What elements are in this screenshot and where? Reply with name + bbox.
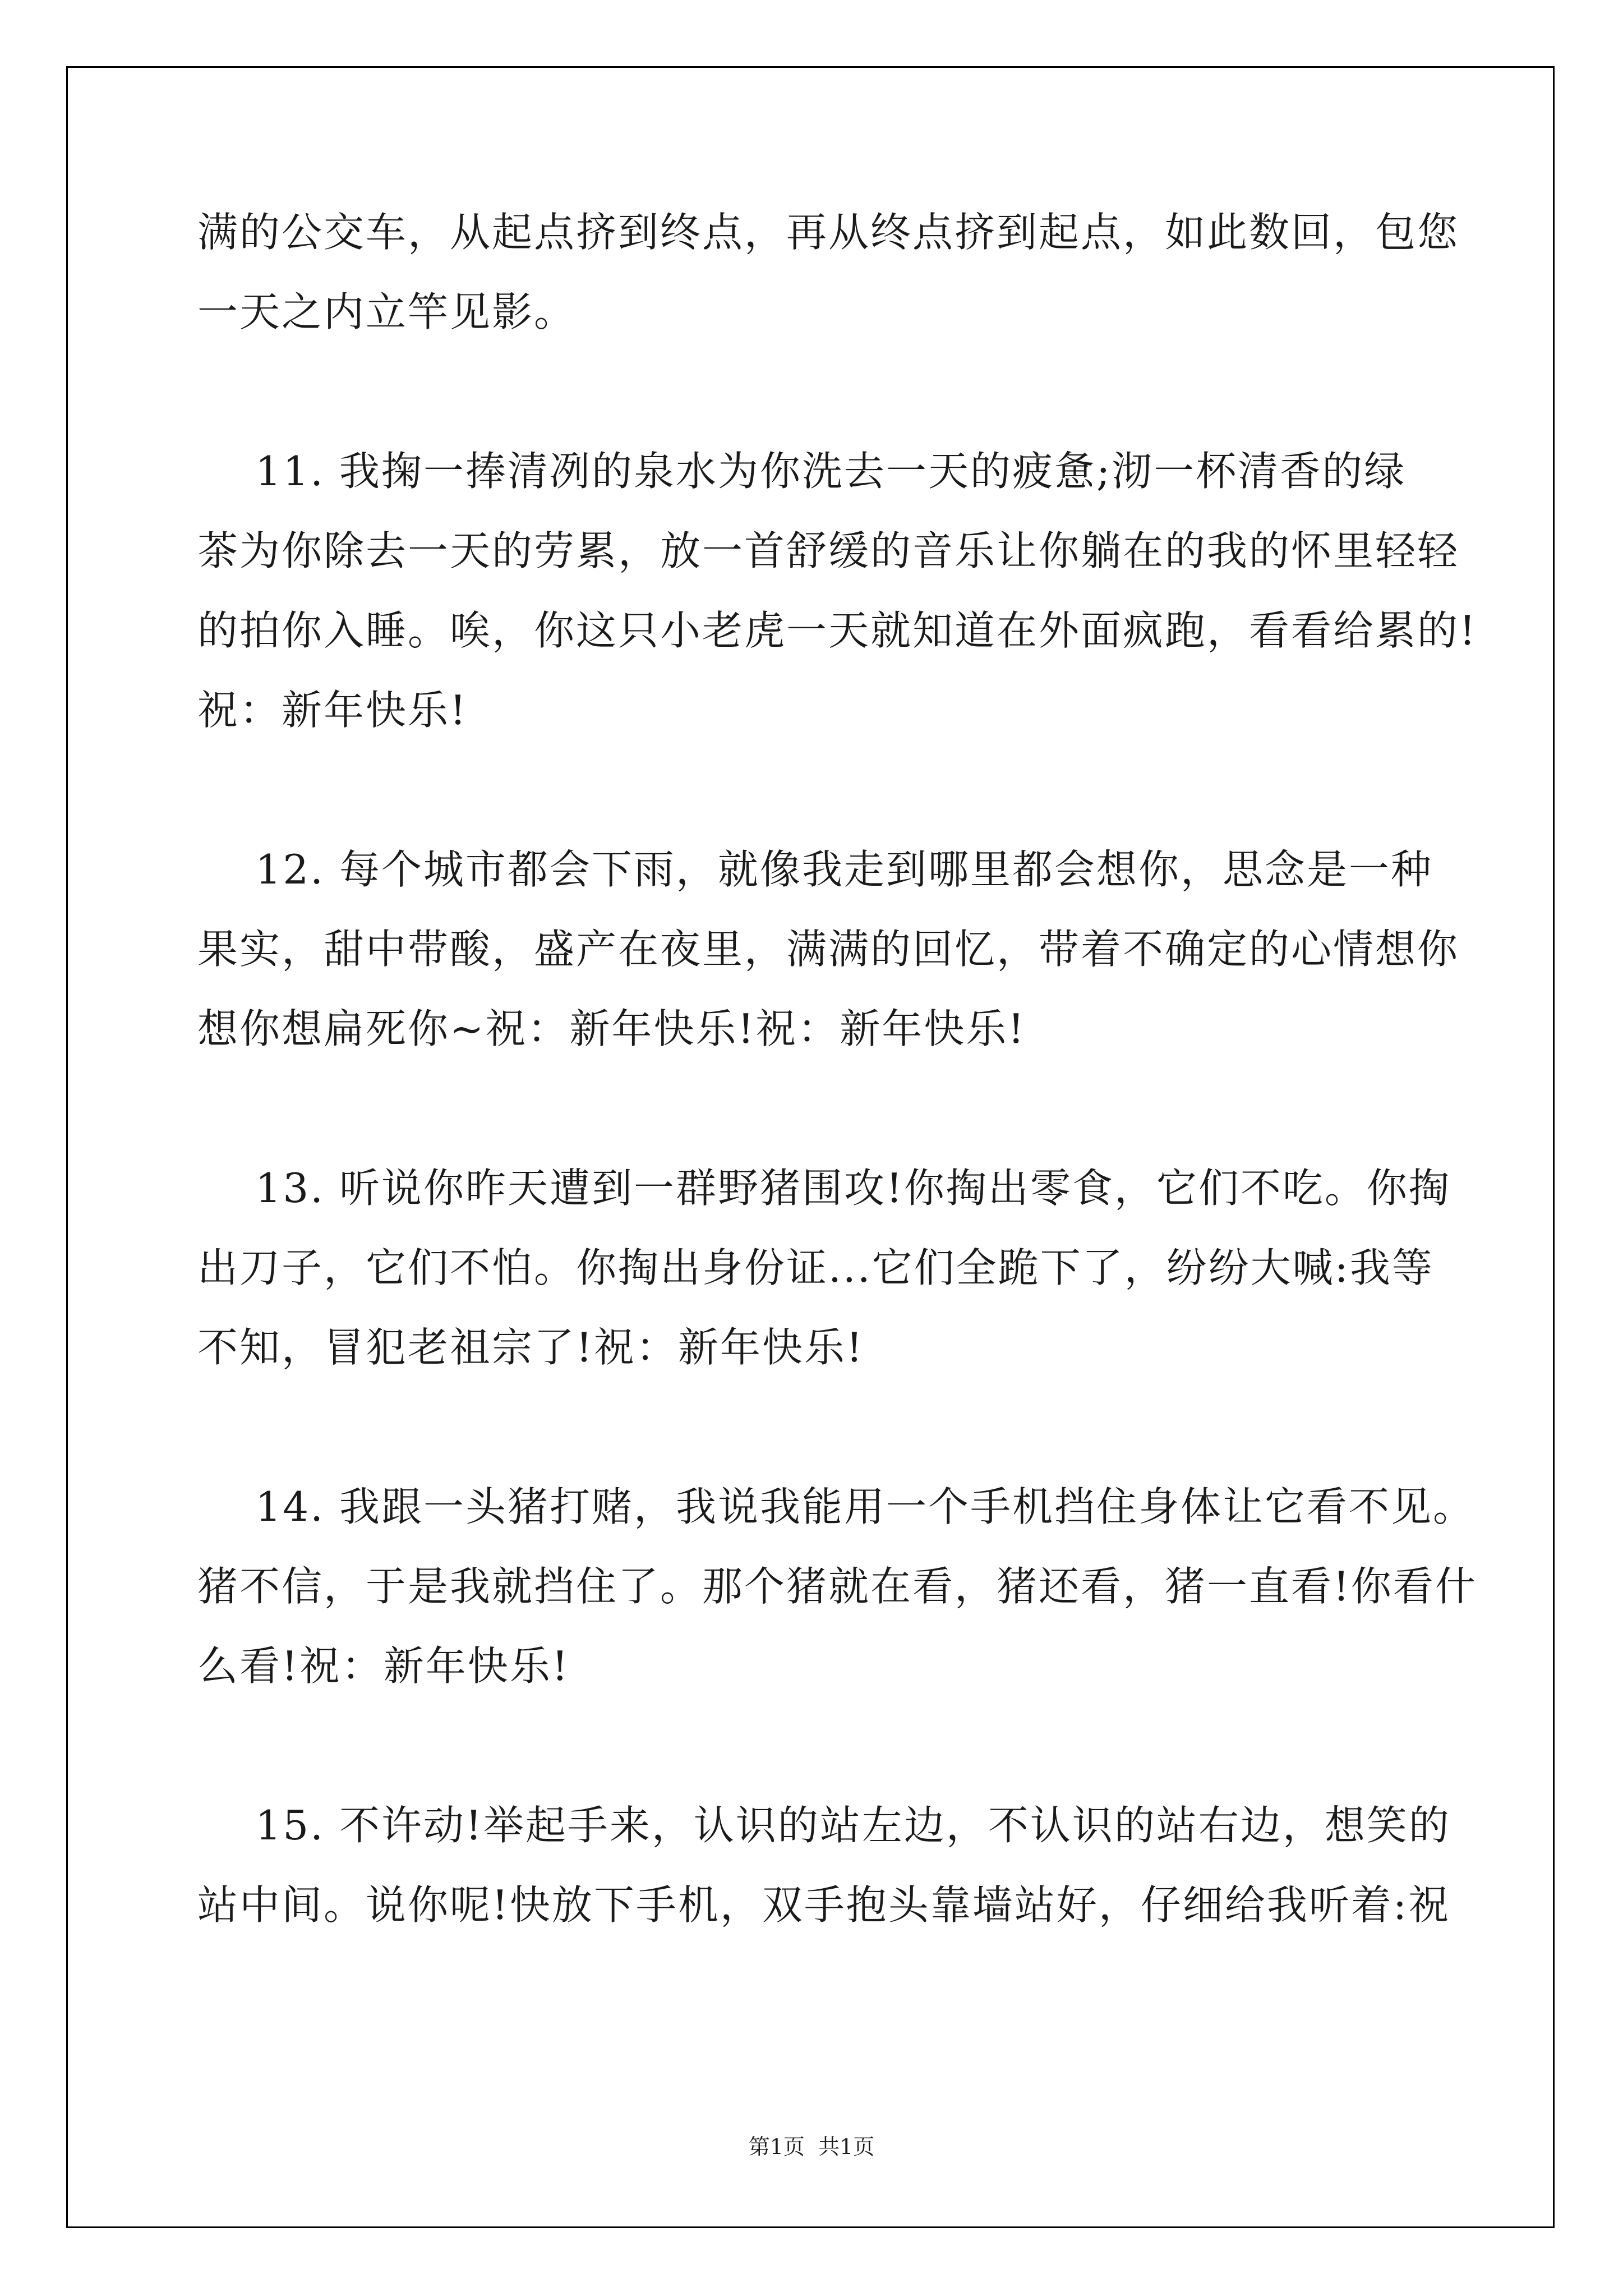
text-line: 祝：新年快乐! bbox=[197, 687, 468, 734]
text-line: 茶为你除去一天的劳累，放一首舒缓的音乐让你躺在的我的怀里轻轻 bbox=[197, 527, 1460, 574]
text-line: 站中间。说你呢!快放下手机，双手抱头靠墙站好，仔细给我听着:祝 bbox=[197, 1881, 1451, 1929]
text-line: 不知，冒犯老祖宗了!祝：新年快乐! bbox=[197, 1324, 864, 1371]
text-line: 的拍你入睡。唉，你这只小老虎一天就知道在外面疯跑，看看给累的! bbox=[197, 607, 1477, 654]
text-line: 果实，甜中带酸，盛产在夜里，满满的回忆，带着不确定的心情想你 bbox=[197, 926, 1460, 973]
text-line: 12. 每个城市都会下雨，就像我走到哪里都会想你，思念是一种 bbox=[197, 846, 1433, 893]
text-line: 15. 不许动!举起手来，认识的站左边，不认识的站右边，想笑的 bbox=[197, 1802, 1451, 1849]
text-line: 满的公交车，从起点挤到终点，再从终点挤到起点，如此数回，包您 bbox=[197, 209, 1460, 256]
text-line: 13. 听说你昨天遭到一群野猪围攻!你掏出零食，它们不吃。你掏 bbox=[197, 1165, 1451, 1212]
text-line: 11. 我掬一捧清冽的泉水为你洗去一天的疲惫;沏一杯清香的绿 bbox=[197, 448, 1407, 495]
text-line: 出刀子，它们不怕。你掏出身份证...它们全跪下了，纷纷大喊:我等 bbox=[197, 1244, 1434, 1291]
text-line: 想你想扁死你~祝：新年快乐!祝：新年快乐! bbox=[197, 1005, 1026, 1052]
text-line: 猪不信，于是我就挡住了。那个猪就在看，猪还看，猪一直看!你看什 bbox=[197, 1563, 1477, 1610]
text-line: 一天之内立竿见影。 bbox=[197, 288, 577, 335]
text-line: 14. 我跟一头猪打赌，我说我能用一个手机挡住身体让它看不见。 bbox=[197, 1483, 1475, 1530]
page-number-footer: 第1页 共1页 bbox=[748, 2134, 875, 2159]
text-line: 么看!祝：新年快乐! bbox=[197, 1642, 570, 1690]
